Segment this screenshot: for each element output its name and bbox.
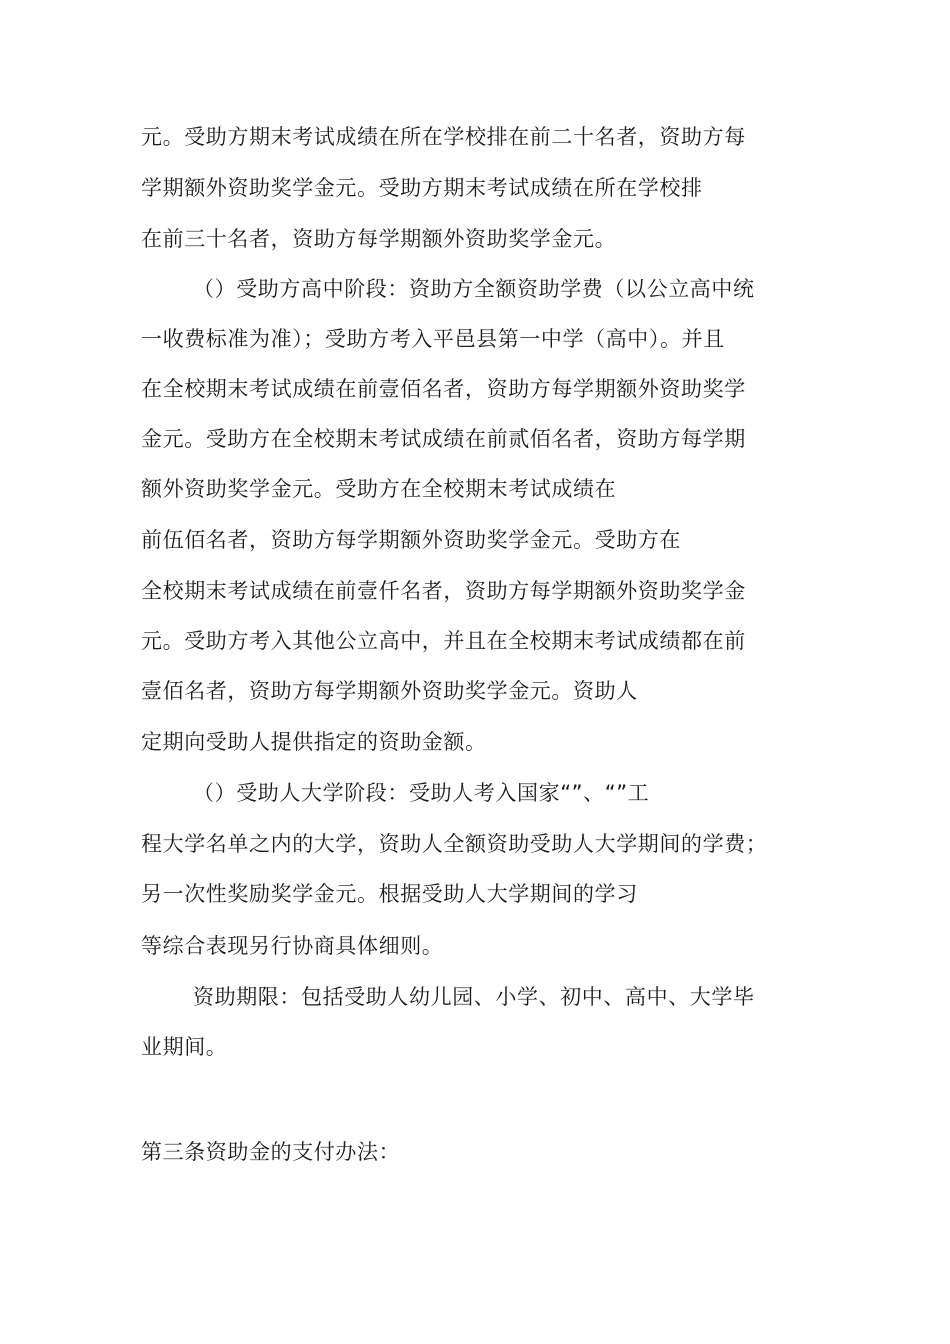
text-line-11: 元。受助方考入其他公立高中，并且在全校期末考试成绩都在前	[141, 629, 746, 653]
text-line-8: 额外资助奖学金元。受助方在全校期末考试成绩在	[141, 477, 617, 501]
text-line-6: 在全校期末考试成绩在前壹佰名者，资助方每学期额外资助奖学	[141, 377, 746, 401]
text-line-2: 学期额外资助奖学金元。受助方期末考试成绩在所在学校排	[141, 176, 703, 200]
text-line-1: 元。受助方期末考试成绩在所在学校排在前二十名者，资助方每	[141, 125, 746, 149]
text-line-18: 资助期限：包括受助人幼儿园、小学、初中、高中、大学毕	[193, 985, 755, 1009]
text-line-3: 在前三十名者，资助方每学期额外资助奖学金元。	[141, 227, 617, 251]
text-line-10: 全校期末考试成绩在前壹仟名者，资助方每学期额外资助奖学金	[141, 579, 746, 603]
section-heading: 第三条资助金的支付办法：	[141, 1140, 401, 1164]
text-line-13: 定期向受助人提供指定的资助金额。	[141, 730, 487, 754]
text-line-4: （）受助方高中阶段：资助方全额资助学费（以公立高中统	[193, 277, 755, 301]
text-line-14: （）受助人大学阶段：受助人考入国家“”、“”工	[193, 781, 650, 805]
text-line-15: 程大学名单之内的大学，资助人全额资助受助人大学期间的学费；	[141, 832, 768, 856]
text-line-12: 壹佰名者，资助方每学期额外资助奖学金元。资助人	[141, 679, 638, 703]
text-line-19: 业期间。	[141, 1035, 228, 1059]
text-line-17: 等综合表现另行协商具体细则。	[141, 934, 444, 958]
text-line-16: 另一次性奖励奖学金元。根据受助人大学期间的学习	[141, 882, 638, 906]
text-line-9: 前伍佰名者，资助方每学期额外资助奖学金元。受助方在	[141, 528, 681, 552]
text-line-5: 一收费标准为准）；受助方考入平邑县第一中学（高中）。并且	[141, 327, 725, 351]
text-line-7: 金元。受助方在全校期末考试成绩在前贰佰名者，资助方每学期	[141, 427, 746, 451]
